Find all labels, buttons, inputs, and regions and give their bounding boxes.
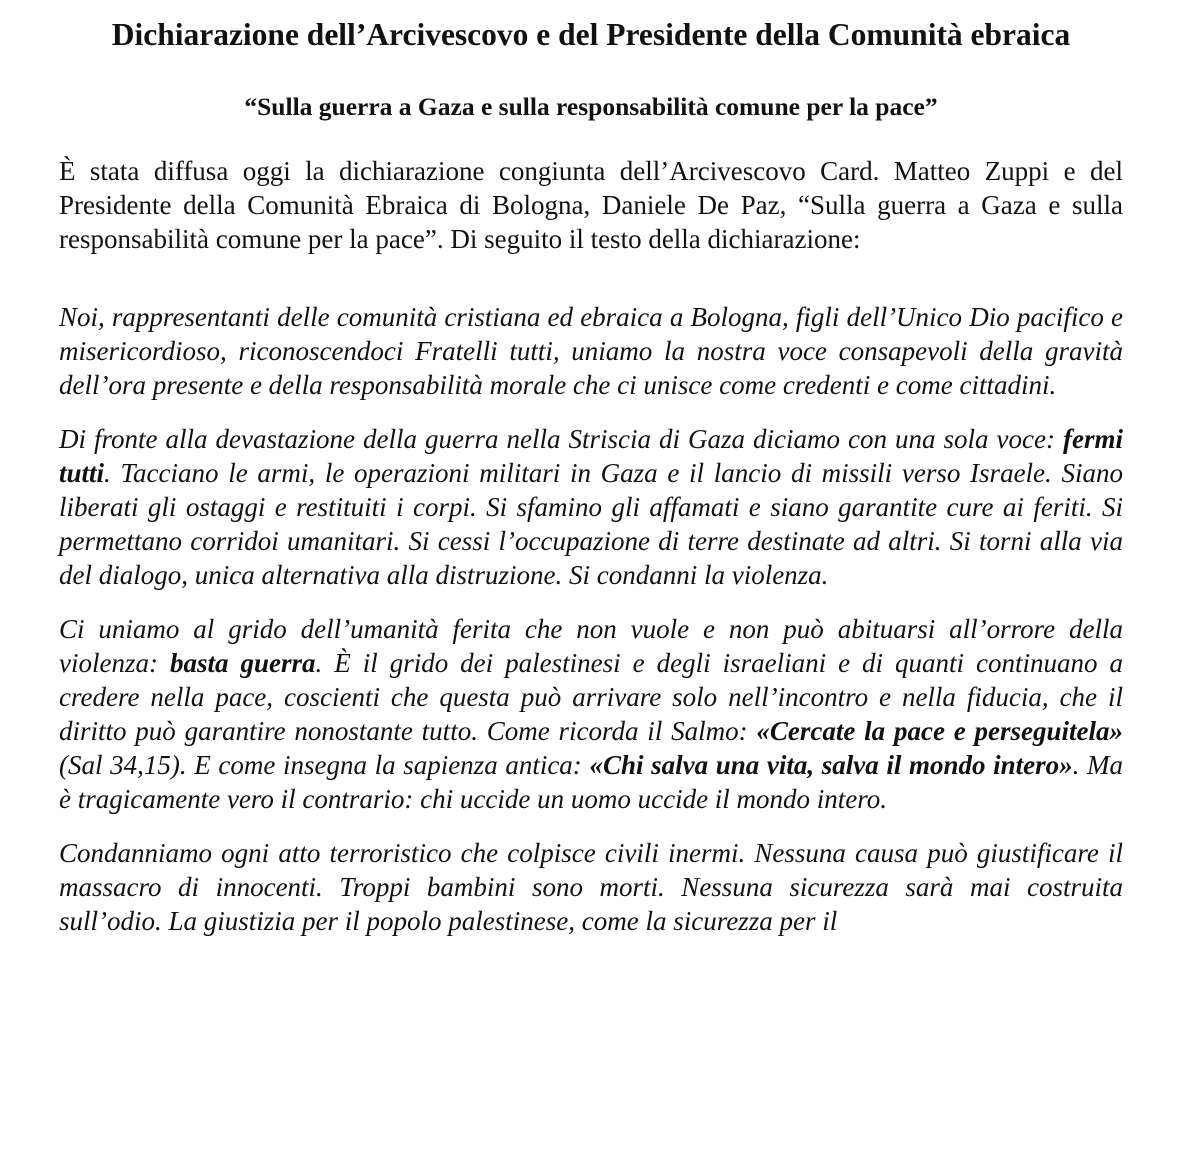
salmo-quote: «Cercate la pace e perseguitela»: [756, 716, 1123, 746]
document-subtitle: “Sulla guerra a Gaza e sulla responsabilità comune per la pace”: [244, 92, 938, 121]
basta-guerra-emphasis: basta guerra: [169, 648, 316, 678]
declaration-paragraph-1: Noi, rappresentanti delle comunità cristiana ed ebraica a Bologna, figli dell’Unico Dio pacifico e misericordioso, riconoscendoci Fratelli tutti, uniamo la nostra voce consapevoli della gravità dell’ora presente e della responsabilità morale che ci unisce come credenti e come cittadini.: [59, 302, 1123, 400]
declaration-paragraph-2: [59, 422, 1123, 592]
declaration-paragraph-4: Condanniamo ogni atto terroristico che colpisce civili inermi. Nessuna causa può giustificare il massacro di innocenti. Troppi bambini sono morti. Nessuna sicurezza sarà mai costruita sull’odio. La giustizia per il popolo palestinese, come la sicurezza per il: [59, 838, 1123, 936]
sapienza-quote: «Chi salva una vita, salva il mondo intero»: [589, 750, 1073, 780]
paragraph-2-text-a: Di fronte alla devastazione della guerra nella Striscia di Gaza diciamo con una sola voce:: [59, 424, 1063, 454]
paragraph-3-text-a: Ci uniamo al grido dell’umanità ferita che non vuole e non può abituarsi all’orrore della violenza:: [59, 614, 1123, 678]
paragraph-3-text-c: . È il grido dei palestinesi e degli israeliani e di quanti continuano a credere nella pace, coscienti che questa può arrivare solo nell’incontro e nella fiducia, che il diritto può garantire nonostante tutto. Come ricorda il Salmo:: [59, 648, 1123, 746]
document-page: [59, 14, 1123, 938]
declaration-paragraph-3: [59, 612, 1123, 816]
paragraph-3-text-g: . Ma è tragicamente vero il contrario: chi uccide un uomo uccide il mondo intero.: [59, 750, 1124, 814]
fermi-tutti-emphasis: fermi tutti: [59, 424, 1123, 488]
paragraph-3-text-e: (Sal 34,15). E come insegna la sapienza antica:: [59, 750, 590, 780]
intro-paragraph: È stata diffusa oggi la dichiarazione congiunta dell’Arcivescovo Card. Matteo Zuppi e del Presidente della Comunità Ebraica di Bologna, Daniele De Paz, “Sulla guerra a Gaza e sulla responsabilità comune per la pace”. Di seguito il testo della dichiarazione:: [59, 156, 1123, 254]
document-title: Dichiarazione dell’Arcivescovo e del Presidente della Comunità ebraica: [111, 17, 1071, 52]
paragraph-2-text-c: . Tacciano le armi, le operazioni militari in Gaza e il lancio di missili verso Israele. Siano liberati gli ostaggi e restituiti i corpi. Si sfamino gli affamati e siano garantite cure ai feriti. Si permettano corridoi umanitari. Si cessi l’occupazione di terre destinate ad altri. Si torni alla via del dialogo, unica alternativa alla distruzione. Si condanni la violenza.: [59, 458, 1123, 590]
